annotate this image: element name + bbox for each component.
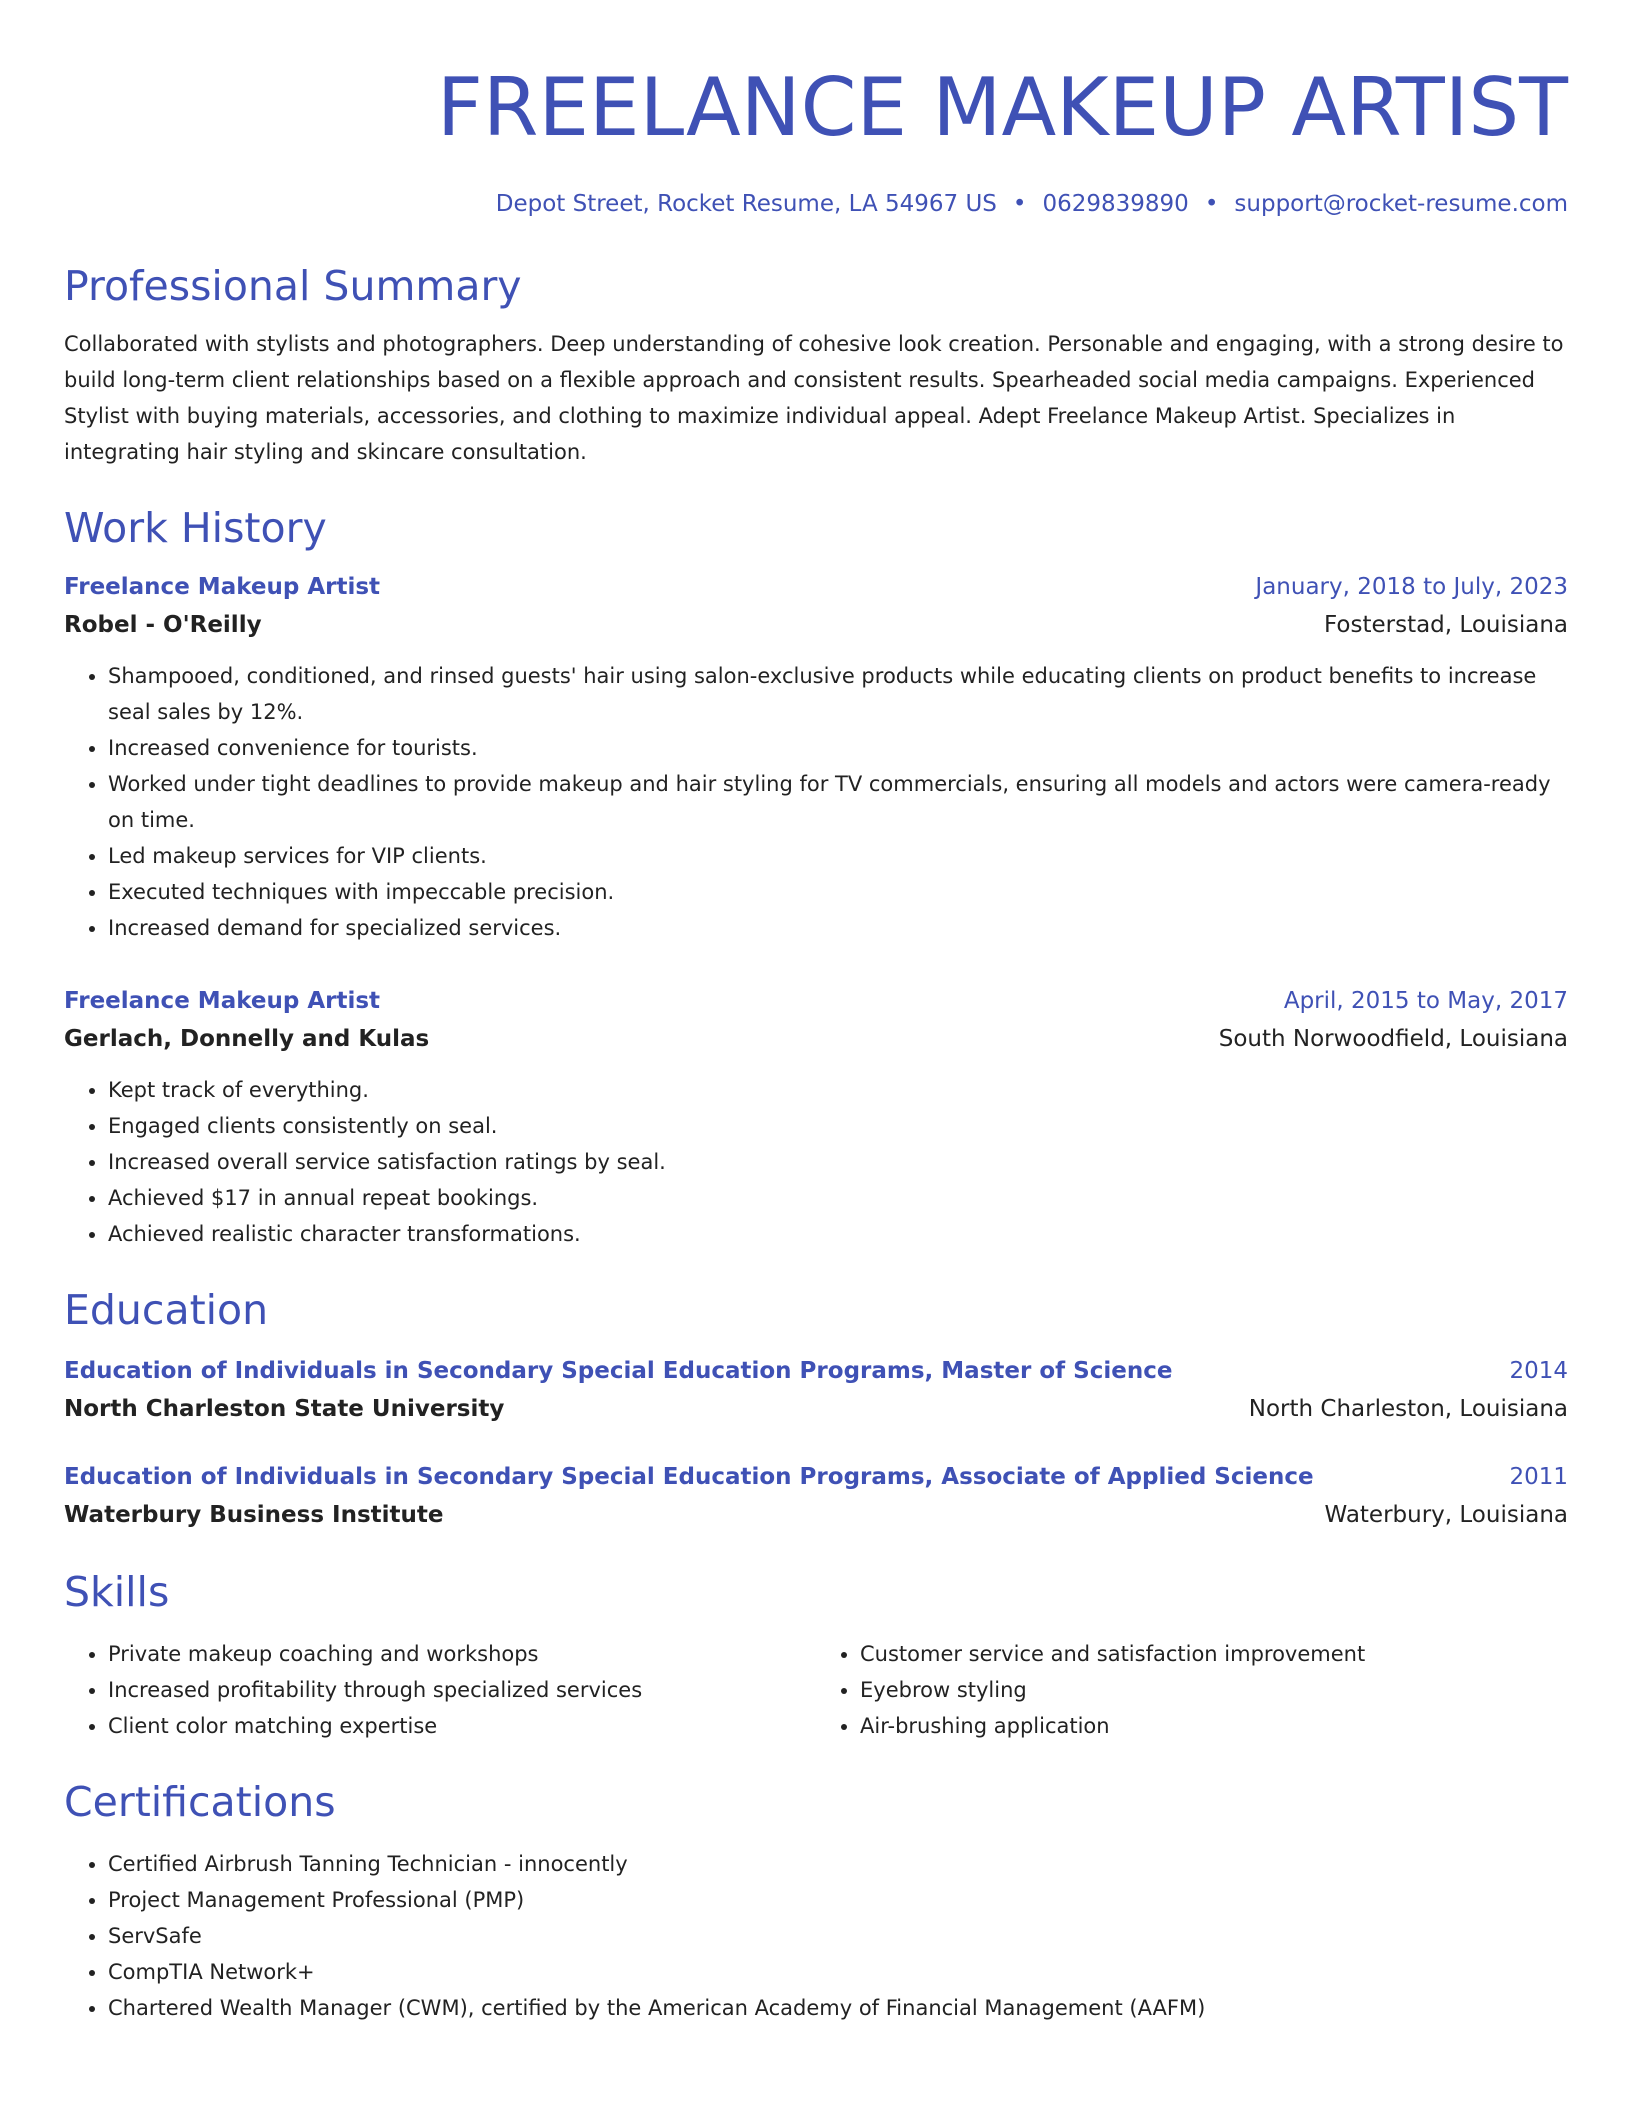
- resume-header: [64, 48, 1568, 220]
- contact-separator: •: [1204, 191, 1219, 217]
- school-name: North Charleston State University: [64, 1396, 505, 1422]
- certification-item: • Certified Airbrush Tanning Technician - innocently: [108, 1846, 1568, 1882]
- job-bullet: • Kept track of everything.: [108, 1072, 1568, 1108]
- job-bullet: • Increased convenience for tourists.: [108, 730, 1568, 766]
- contact-address: Depot Street, Rocket Resume, LA 54967 US: [495, 191, 997, 217]
- skill-item: • Air-brushing application: [860, 1708, 1568, 1744]
- skill-item: • Client color matching expertise: [108, 1708, 816, 1744]
- section-title-work-history: Work History: [64, 504, 327, 552]
- certification-item: • CompTIA Network+: [108, 1954, 1568, 1990]
- degree-year: 2011: [1509, 1464, 1568, 1490]
- job-bullets: [64, 1072, 1568, 1252]
- contact-line: [64, 188, 1568, 220]
- skill-item: • Eyebrow styling: [860, 1672, 1568, 1708]
- degree-year: 2014: [1509, 1358, 1568, 1384]
- certification-item: • Chartered Wealth Manager (CWM), certified by the American Academy of Financial Management (AAFM): [108, 1990, 1568, 2026]
- education-section: [64, 1280, 1568, 1534]
- work-history-section: [64, 498, 1568, 1252]
- certifications-section: [64, 1772, 1568, 2026]
- job-bullet: • Worked under tight deadlines to provide makeup and hair styling for TV commercials, ensuring all models and actors were camera-ready on time.: [108, 766, 1568, 838]
- job-bullet: • Achieved realistic character transformations.: [108, 1216, 1568, 1252]
- school-location: Waterbury, Louisiana: [1324, 1502, 1568, 1528]
- certification-item: • Project Management Professional (PMP): [108, 1882, 1568, 1918]
- school-name: Waterbury Business Institute: [64, 1502, 444, 1528]
- job-company: Robel - O'Reilly: [64, 612, 262, 638]
- job-bullets: [64, 658, 1568, 946]
- job-bullet: • Increased overall service satisfaction ratings by seal.: [108, 1144, 1568, 1180]
- skill-item: • Private makeup coaching and workshops: [108, 1636, 816, 1672]
- contact-separator: •: [1012, 191, 1027, 217]
- job-dates: January, 2018 to July, 2023: [1255, 574, 1568, 600]
- job-location: Fosterstad, Louisiana: [1324, 612, 1568, 638]
- skills-grid: [64, 1636, 1568, 1744]
- contact-phone: 0629839890: [1042, 191, 1189, 217]
- contact-email: support@rocket-resume.com: [1234, 191, 1568, 217]
- education-entry: [64, 1352, 1568, 1428]
- job-company: Gerlach, Donnelly and Kulas: [64, 1026, 430, 1052]
- job-title: Freelance Makeup Artist: [64, 988, 381, 1014]
- skills-list-right: [816, 1636, 1568, 1744]
- section-title-certifications: Certifications: [64, 1778, 336, 1826]
- job-title: Freelance Makeup Artist: [64, 574, 381, 600]
- skills-list-left: [64, 1636, 816, 1744]
- job-entry: [64, 568, 1568, 946]
- job-bullet: • Executed techniques with impeccable precision.: [108, 874, 1568, 910]
- job-bullet: • Achieved $17 in annual repeat bookings.: [108, 1180, 1568, 1216]
- certifications-list: [64, 1846, 1568, 2026]
- job-bullet: • Engaged clients consistently on seal.: [108, 1108, 1568, 1144]
- job-dates: April, 2015 to May, 2017: [1283, 988, 1568, 1014]
- degree-title: Education of Individuals in Secondary Special Education Programs, Associate of Applied Science: [64, 1464, 1314, 1490]
- skill-item: • Customer service and satisfaction improvement: [860, 1636, 1568, 1672]
- candidate-name: FREELANCE MAKEUP ARTIST: [436, 61, 1568, 154]
- skills-section: [64, 1562, 1568, 1744]
- summary-section: [64, 256, 1568, 470]
- school-location: North Charleston, Louisiana: [1248, 1396, 1568, 1422]
- section-title-skills: Skills: [64, 1568, 170, 1616]
- job-entry: [64, 982, 1568, 1252]
- job-location: South Norwoodfield, Louisiana: [1218, 1026, 1568, 1052]
- skill-item: • Increased profitability through specialized services: [108, 1672, 816, 1708]
- job-bullet: • Increased demand for specialized services.: [108, 910, 1568, 946]
- degree-title: Education of Individuals in Secondary Special Education Programs, Master of Science: [64, 1358, 1173, 1384]
- section-title-summary: Professional Summary: [64, 262, 522, 310]
- job-bullet: • Shampooed, conditioned, and rinsed guests' hair using salon-exclusive products while educating clients on product benefits to increase seal sales by 12%.: [108, 658, 1568, 730]
- certification-item: • ServSafe: [108, 1918, 1568, 1954]
- summary-text: Collaborated with stylists and photographers. Deep understanding of cohesive look creation. Personable and engaging, with a strong desire to build long-term client relationships based on a flexible approach and consistent results. Spearheaded social media campaigns. Experienced Stylist with buying materials, accessories, and clothing to maximize individual appeal. Adept Freelance Makeup Artist. Specializes in integrating hair styling and skincare consultation.: [64, 332, 1564, 464]
- section-title-education: Education: [64, 1286, 269, 1334]
- job-bullet: • Led makeup services for VIP clients.: [108, 838, 1568, 874]
- education-entry: [64, 1458, 1568, 1534]
